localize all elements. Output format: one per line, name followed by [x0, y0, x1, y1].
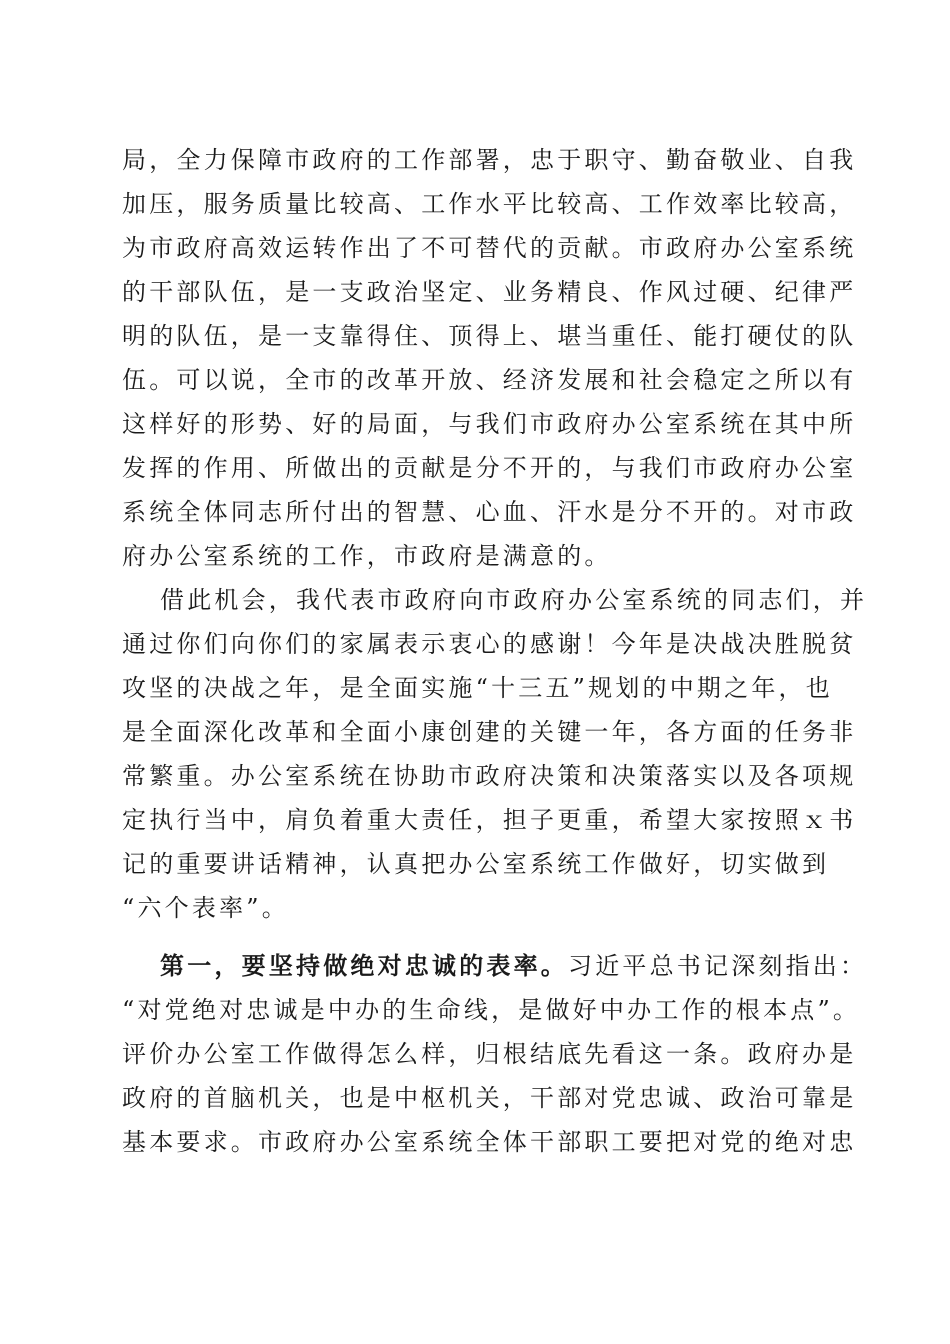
text-line: 通过你们向你们的家属表示衷心的感谢！今年是决战决胜脱贫 — [122, 630, 857, 658]
text-line: 常繁重。办公室系统在协助市政府决策和决策落实以及各项规 — [122, 762, 857, 790]
text-line: 加压，服务质量比较高、工作水平比较高、工作效率比较高， — [122, 190, 857, 218]
text-line: 的干部队伍，是一支政治坚定、业务精良、作风过硬、纪律严 — [122, 278, 857, 306]
text-line: “六个表率”。 — [122, 894, 289, 922]
text-line: 发挥的作用、所做出的贡献是分不开的，与我们市政府办公室 — [122, 454, 857, 482]
text-line: 这样好的形势、好的局面，与我们市政府办公室系统在其中所 — [122, 410, 857, 438]
section-heading: 第一，要坚持做绝对忠诚的表率。 — [160, 951, 568, 980]
text-line: 系统全体同志所付出的智慧、心血、汗水是分不开的。对市政 — [122, 498, 857, 526]
text-line: 记的重要讲话精神，认真把办公室系统工作做好，切实做到 — [122, 850, 830, 878]
section-first-line — [160, 944, 867, 988]
text-line: 明的队伍，是一支靠得住、顶得上、堪当重任、能打硬仗的队 — [122, 322, 857, 350]
text-line: 局，全力保障市政府的工作部署，忠于职守、勤奋敬业、自我 — [122, 146, 857, 174]
text-line: 攻坚的决战之年，是全面实施“十三五”规划的中期之年，也 — [122, 674, 833, 702]
text-line: 为市政府高效运转作出了不可替代的贡献。市政府办公室系统 — [122, 234, 857, 262]
text-line: 伍。可以说，全市的改革开放、经济发展和社会稳定之所以有 — [122, 366, 857, 394]
section-text: 习近平总书记深刻指出： — [568, 952, 868, 980]
text-line: “对党绝对忠诚是中办的生命线，是做好中办工作的根本点”。 — [122, 996, 861, 1024]
text-line: 政府的首脑机关，也是中枢机关，干部对党忠诚、政治可靠是 — [122, 1084, 857, 1112]
text-line: 基本要求。市政府办公室系统全体干部职工要把对党的绝对忠 — [122, 1128, 857, 1156]
text-line: 借此机会，我代表市政府向市政府办公室系统的同志们，并 — [160, 586, 868, 614]
text-line: 评价办公室工作做得怎么样，归根结底先看这一条。政府办是 — [122, 1040, 857, 1068]
text-line: 是全面深化改革和全面小康创建的关键一年，各方面的任务非 — [122, 718, 857, 746]
text-line: 府办公室系统的工作，市政府是满意的。 — [122, 542, 612, 570]
text-line: 定执行当中，肩负着重大责任，担子更重，希望大家按照ｘ书 — [122, 806, 857, 834]
